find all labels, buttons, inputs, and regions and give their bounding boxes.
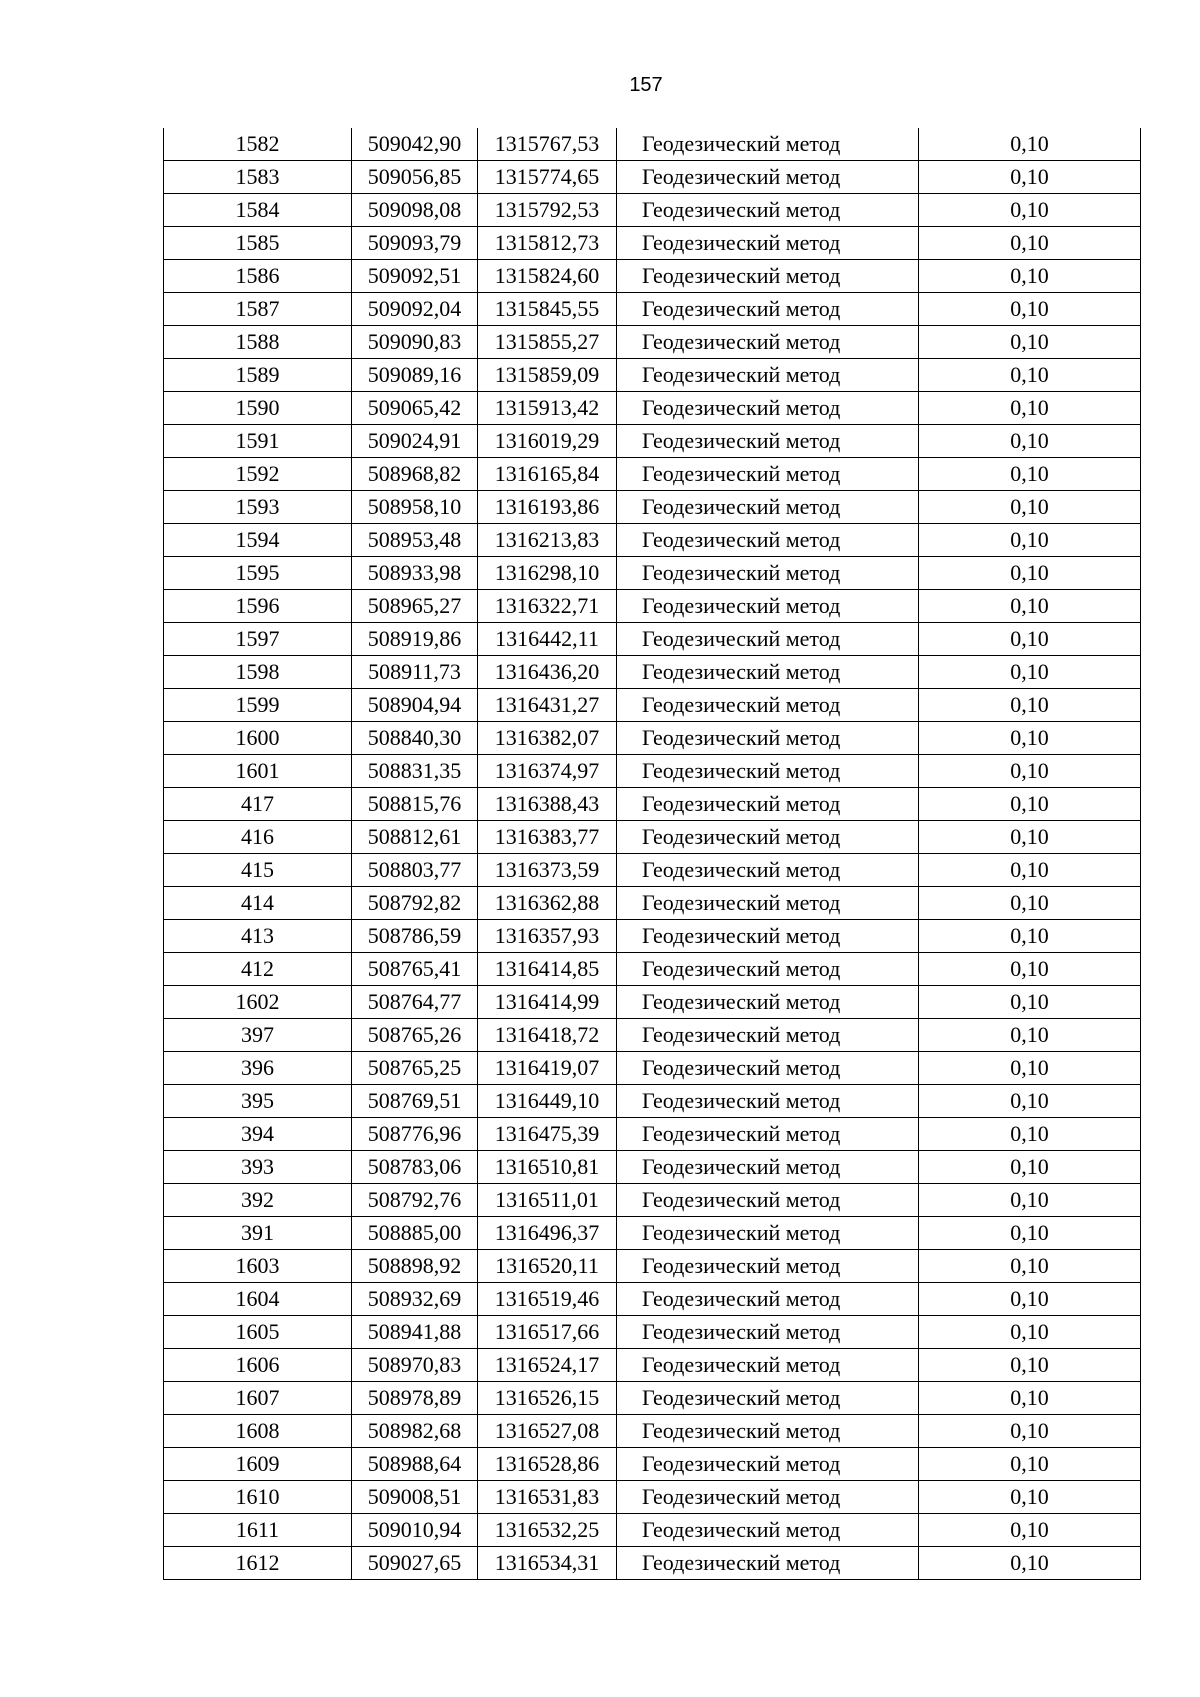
accuracy-cell: 0,10 [919, 128, 1141, 161]
y-coordinate-cell: 1316383,77 [478, 821, 617, 854]
accuracy-cell: 0,10 [919, 887, 1141, 920]
x-coordinate-cell: 508783,06 [352, 1151, 478, 1184]
y-coordinate-cell: 1316362,88 [478, 887, 617, 920]
x-coordinate-cell: 509093,79 [352, 227, 478, 260]
table-row [164, 194, 1141, 227]
accuracy-cell: 0,10 [919, 1250, 1141, 1283]
y-coordinate-cell: 1316449,10 [478, 1085, 617, 1118]
point-number-cell: 413 [164, 920, 352, 953]
method-cell: Геодезический метод [617, 623, 919, 656]
accuracy-cell: 0,10 [919, 1283, 1141, 1316]
table-row [164, 524, 1141, 557]
table-row [164, 1349, 1141, 1382]
method-cell: Геодезический метод [617, 1514, 919, 1547]
y-coordinate-cell: 1316532,25 [478, 1514, 617, 1547]
x-coordinate-cell: 508831,35 [352, 755, 478, 788]
method-cell: Геодезический метод [617, 1415, 919, 1448]
method-cell: Геодезический метод [617, 1250, 919, 1283]
point-number-cell: 412 [164, 953, 352, 986]
x-coordinate-cell: 508765,41 [352, 953, 478, 986]
y-coordinate-cell: 1316019,29 [478, 425, 617, 458]
accuracy-cell: 0,10 [919, 524, 1141, 557]
table-row [164, 425, 1141, 458]
method-cell: Геодезический метод [617, 1547, 919, 1580]
y-coordinate-cell: 1316388,43 [478, 788, 617, 821]
accuracy-cell: 0,10 [919, 854, 1141, 887]
x-coordinate-cell: 508792,76 [352, 1184, 478, 1217]
point-number-cell: 1605 [164, 1316, 352, 1349]
accuracy-cell: 0,10 [919, 1415, 1141, 1448]
x-coordinate-cell: 508978,89 [352, 1382, 478, 1415]
x-coordinate-cell: 508792,82 [352, 887, 478, 920]
point-number-cell: 392 [164, 1184, 352, 1217]
table-row [164, 1514, 1141, 1547]
method-cell: Геодезический метод [617, 524, 919, 557]
accuracy-cell: 0,10 [919, 722, 1141, 755]
method-cell: Геодезический метод [617, 260, 919, 293]
method-cell: Геодезический метод [617, 1184, 919, 1217]
table-row [164, 1151, 1141, 1184]
table-row [164, 293, 1141, 326]
method-cell: Геодезический метод [617, 326, 919, 359]
y-coordinate-cell: 1315792,53 [478, 194, 617, 227]
y-coordinate-cell: 1316374,97 [478, 755, 617, 788]
table-row [164, 656, 1141, 689]
point-number-cell: 1594 [164, 524, 352, 557]
table-row [164, 854, 1141, 887]
x-coordinate-cell: 509010,94 [352, 1514, 478, 1547]
point-number-cell: 416 [164, 821, 352, 854]
x-coordinate-cell: 508933,98 [352, 557, 478, 590]
method-cell: Геодезический метод [617, 722, 919, 755]
y-coordinate-cell: 1315913,42 [478, 392, 617, 425]
accuracy-cell: 0,10 [919, 1349, 1141, 1382]
point-number-cell: 1600 [164, 722, 352, 755]
y-coordinate-cell: 1315855,27 [478, 326, 617, 359]
accuracy-cell: 0,10 [919, 557, 1141, 590]
y-coordinate-cell: 1316520,11 [478, 1250, 617, 1283]
method-cell: Геодезический метод [617, 1019, 919, 1052]
table-row [164, 722, 1141, 755]
x-coordinate-cell: 508765,25 [352, 1052, 478, 1085]
accuracy-cell: 0,10 [919, 986, 1141, 1019]
table-row [164, 1415, 1141, 1448]
x-coordinate-cell: 508953,48 [352, 524, 478, 557]
point-number-cell: 1587 [164, 293, 352, 326]
page-number: 157 [629, 74, 663, 96]
table-row [164, 1184, 1141, 1217]
accuracy-cell: 0,10 [919, 326, 1141, 359]
x-coordinate-cell: 508776,96 [352, 1118, 478, 1151]
point-number-cell: 1602 [164, 986, 352, 1019]
point-number-cell: 1604 [164, 1283, 352, 1316]
y-coordinate-cell: 1316193,86 [478, 491, 617, 524]
point-number-cell: 1599 [164, 689, 352, 722]
table-row [164, 326, 1141, 359]
method-cell: Геодезический метод [617, 458, 919, 491]
x-coordinate-cell: 508764,77 [352, 986, 478, 1019]
table-row [164, 1250, 1141, 1283]
method-cell: Геодезический метод [617, 953, 919, 986]
x-coordinate-cell: 508958,10 [352, 491, 478, 524]
table-row [164, 1217, 1141, 1250]
accuracy-cell: 0,10 [919, 755, 1141, 788]
table-row [164, 623, 1141, 656]
point-number-cell: 1582 [164, 128, 352, 161]
y-coordinate-cell: 1315767,53 [478, 128, 617, 161]
x-coordinate-cell: 509092,51 [352, 260, 478, 293]
method-cell: Геодезический метод [617, 755, 919, 788]
method-cell: Геодезический метод [617, 392, 919, 425]
point-number-cell: 391 [164, 1217, 352, 1250]
y-coordinate-cell: 1316357,93 [478, 920, 617, 953]
accuracy-cell: 0,10 [919, 623, 1141, 656]
point-number-cell: 1585 [164, 227, 352, 260]
method-cell: Геодезический метод [617, 1283, 919, 1316]
point-number-cell: 1588 [164, 326, 352, 359]
y-coordinate-cell: 1316475,39 [478, 1118, 617, 1151]
method-cell: Геодезический метод [617, 590, 919, 623]
point-number-cell: 393 [164, 1151, 352, 1184]
y-coordinate-cell: 1316431,27 [478, 689, 617, 722]
point-number-cell: 1584 [164, 194, 352, 227]
table-row [164, 1118, 1141, 1151]
point-number-cell: 396 [164, 1052, 352, 1085]
table-row [164, 227, 1141, 260]
point-number-cell: 1607 [164, 1382, 352, 1415]
accuracy-cell: 0,10 [919, 194, 1141, 227]
x-coordinate-cell: 508885,00 [352, 1217, 478, 1250]
point-number-cell: 1598 [164, 656, 352, 689]
table-row [164, 359, 1141, 392]
point-number-cell: 1611 [164, 1514, 352, 1547]
accuracy-cell: 0,10 [919, 1316, 1141, 1349]
accuracy-cell: 0,10 [919, 161, 1141, 194]
point-number-cell: 1606 [164, 1349, 352, 1382]
accuracy-cell: 0,10 [919, 656, 1141, 689]
point-number-cell: 397 [164, 1019, 352, 1052]
method-cell: Геодезический метод [617, 1085, 919, 1118]
table-row [164, 1316, 1141, 1349]
accuracy-cell: 0,10 [919, 1052, 1141, 1085]
table-row [164, 260, 1141, 293]
y-coordinate-cell: 1315812,73 [478, 227, 617, 260]
table-row [164, 557, 1141, 590]
accuracy-cell: 0,10 [919, 227, 1141, 260]
y-coordinate-cell: 1316298,10 [478, 557, 617, 590]
accuracy-cell: 0,10 [919, 1382, 1141, 1415]
method-cell: Геодезический метод [617, 194, 919, 227]
y-coordinate-cell: 1316414,99 [478, 986, 617, 1019]
method-cell: Геодезический метод [617, 1382, 919, 1415]
point-number-cell: 1593 [164, 491, 352, 524]
y-coordinate-cell: 1316531,83 [478, 1481, 617, 1514]
point-number-cell: 1591 [164, 425, 352, 458]
point-number-cell: 394 [164, 1118, 352, 1151]
accuracy-cell: 0,10 [919, 1184, 1141, 1217]
y-coordinate-cell: 1316527,08 [478, 1415, 617, 1448]
table-row [164, 821, 1141, 854]
accuracy-cell: 0,10 [919, 1217, 1141, 1250]
table-row [164, 590, 1141, 623]
method-cell: Геодезический метод [617, 227, 919, 260]
y-coordinate-cell: 1315845,55 [478, 293, 617, 326]
point-number-cell: 414 [164, 887, 352, 920]
method-cell: Геодезический метод [617, 854, 919, 887]
x-coordinate-cell: 508970,83 [352, 1349, 478, 1382]
accuracy-cell: 0,10 [919, 821, 1141, 854]
method-cell: Геодезический метод [617, 887, 919, 920]
point-number-cell: 1601 [164, 755, 352, 788]
point-number-cell: 1608 [164, 1415, 352, 1448]
method-cell: Геодезический метод [617, 425, 919, 458]
point-number-cell: 1596 [164, 590, 352, 623]
x-coordinate-cell: 508769,51 [352, 1085, 478, 1118]
accuracy-cell: 0,10 [919, 1514, 1141, 1547]
accuracy-cell: 0,10 [919, 788, 1141, 821]
method-cell: Геодезический метод [617, 1217, 919, 1250]
y-coordinate-cell: 1316213,83 [478, 524, 617, 557]
table-row [164, 755, 1141, 788]
x-coordinate-cell: 509089,16 [352, 359, 478, 392]
x-coordinate-cell: 508786,59 [352, 920, 478, 953]
y-coordinate-cell: 1316165,84 [478, 458, 617, 491]
y-coordinate-cell: 1316524,17 [478, 1349, 617, 1382]
x-coordinate-cell: 508911,73 [352, 656, 478, 689]
x-coordinate-cell: 509024,91 [352, 425, 478, 458]
table-row [164, 392, 1141, 425]
y-coordinate-cell: 1316436,20 [478, 656, 617, 689]
accuracy-cell: 0,10 [919, 1085, 1141, 1118]
x-coordinate-cell: 509008,51 [352, 1481, 478, 1514]
table-row [164, 491, 1141, 524]
point-number-cell: 1590 [164, 392, 352, 425]
y-coordinate-cell: 1316517,66 [478, 1316, 617, 1349]
x-coordinate-cell: 508898,92 [352, 1250, 478, 1283]
accuracy-cell: 0,10 [919, 1151, 1141, 1184]
table-row [164, 1085, 1141, 1118]
y-coordinate-cell: 1316528,86 [478, 1448, 617, 1481]
y-coordinate-cell: 1316496,37 [478, 1217, 617, 1250]
table-row [164, 1481, 1141, 1514]
point-number-cell: 1612 [164, 1547, 352, 1580]
y-coordinate-cell: 1316382,07 [478, 722, 617, 755]
table-row [164, 161, 1141, 194]
table-row [164, 128, 1141, 161]
point-number-cell: 395 [164, 1085, 352, 1118]
x-coordinate-cell: 508803,77 [352, 854, 478, 887]
method-cell: Геодезический метод [617, 557, 919, 590]
accuracy-cell: 0,10 [919, 491, 1141, 524]
accuracy-cell: 0,10 [919, 458, 1141, 491]
table-row [164, 1052, 1141, 1085]
table-row [164, 920, 1141, 953]
method-cell: Геодезический метод [617, 821, 919, 854]
point-number-cell: 1597 [164, 623, 352, 656]
method-cell: Геодезический метод [617, 1349, 919, 1382]
y-coordinate-cell: 1316414,85 [478, 953, 617, 986]
table-row [164, 458, 1141, 491]
accuracy-cell: 0,10 [919, 1118, 1141, 1151]
table-row [164, 986, 1141, 1019]
coordinates-table-body [164, 128, 1141, 1580]
x-coordinate-cell: 509056,85 [352, 161, 478, 194]
accuracy-cell: 0,10 [919, 293, 1141, 326]
point-number-cell: 1595 [164, 557, 352, 590]
accuracy-cell: 0,10 [919, 590, 1141, 623]
x-coordinate-cell: 508932,69 [352, 1283, 478, 1316]
accuracy-cell: 0,10 [919, 1481, 1141, 1514]
x-coordinate-cell: 509098,08 [352, 194, 478, 227]
accuracy-cell: 0,10 [919, 1019, 1141, 1052]
method-cell: Геодезический метод [617, 1151, 919, 1184]
x-coordinate-cell: 508968,82 [352, 458, 478, 491]
accuracy-cell: 0,10 [919, 425, 1141, 458]
x-coordinate-cell: 509027,65 [352, 1547, 478, 1580]
table-row [164, 953, 1141, 986]
method-cell: Геодезический метод [617, 1316, 919, 1349]
x-coordinate-cell: 508982,68 [352, 1415, 478, 1448]
method-cell: Геодезический метод [617, 1118, 919, 1151]
accuracy-cell: 0,10 [919, 1448, 1141, 1481]
y-coordinate-cell: 1316526,15 [478, 1382, 617, 1415]
method-cell: Геодезический метод [617, 1481, 919, 1514]
y-coordinate-cell: 1316511,01 [478, 1184, 617, 1217]
x-coordinate-cell: 509042,90 [352, 128, 478, 161]
method-cell: Геодезический метод [617, 161, 919, 194]
table-row [164, 1448, 1141, 1481]
point-number-cell: 1589 [164, 359, 352, 392]
x-coordinate-cell: 509090,83 [352, 326, 478, 359]
accuracy-cell: 0,10 [919, 359, 1141, 392]
y-coordinate-cell: 1316419,07 [478, 1052, 617, 1085]
point-number-cell: 1610 [164, 1481, 352, 1514]
y-coordinate-cell: 1316534,31 [478, 1547, 617, 1580]
table-row [164, 788, 1141, 821]
y-coordinate-cell: 1315824,60 [478, 260, 617, 293]
y-coordinate-cell: 1316442,11 [478, 623, 617, 656]
method-cell: Геодезический метод [617, 491, 919, 524]
method-cell: Геодезический метод [617, 128, 919, 161]
x-coordinate-cell: 508812,61 [352, 821, 478, 854]
y-coordinate-cell: 1316373,59 [478, 854, 617, 887]
y-coordinate-cell: 1316418,72 [478, 1019, 617, 1052]
method-cell: Геодезический метод [617, 689, 919, 722]
point-number-cell: 1583 [164, 161, 352, 194]
table-row [164, 689, 1141, 722]
point-number-cell: 1592 [164, 458, 352, 491]
table-row [164, 1547, 1141, 1580]
x-coordinate-cell: 508965,27 [352, 590, 478, 623]
y-coordinate-cell: 1316510,81 [478, 1151, 617, 1184]
method-cell: Геодезический метод [617, 293, 919, 326]
accuracy-cell: 0,10 [919, 260, 1141, 293]
y-coordinate-cell: 1315859,09 [478, 359, 617, 392]
method-cell: Геодезический метод [617, 656, 919, 689]
accuracy-cell: 0,10 [919, 1547, 1141, 1580]
x-coordinate-cell: 508815,76 [352, 788, 478, 821]
y-coordinate-cell: 1315774,65 [478, 161, 617, 194]
x-coordinate-cell: 508765,26 [352, 1019, 478, 1052]
table-row [164, 1382, 1141, 1415]
coordinates-table [163, 128, 1141, 1580]
x-coordinate-cell: 509092,04 [352, 293, 478, 326]
point-number-cell: 417 [164, 788, 352, 821]
point-number-cell: 415 [164, 854, 352, 887]
accuracy-cell: 0,10 [919, 392, 1141, 425]
method-cell: Геодезический метод [617, 1448, 919, 1481]
table-row [164, 887, 1141, 920]
table-row [164, 1019, 1141, 1052]
point-number-cell: 1609 [164, 1448, 352, 1481]
method-cell: Геодезический метод [617, 1052, 919, 1085]
accuracy-cell: 0,10 [919, 689, 1141, 722]
method-cell: Геодезический метод [617, 986, 919, 1019]
x-coordinate-cell: 508919,86 [352, 623, 478, 656]
accuracy-cell: 0,10 [919, 920, 1141, 953]
x-coordinate-cell: 508840,30 [352, 722, 478, 755]
method-cell: Геодезический метод [617, 920, 919, 953]
x-coordinate-cell: 508904,94 [352, 689, 478, 722]
point-number-cell: 1603 [164, 1250, 352, 1283]
accuracy-cell: 0,10 [919, 953, 1141, 986]
method-cell: Геодезический метод [617, 788, 919, 821]
x-coordinate-cell: 509065,42 [352, 392, 478, 425]
y-coordinate-cell: 1316322,71 [478, 590, 617, 623]
y-coordinate-cell: 1316519,46 [478, 1283, 617, 1316]
point-number-cell: 1586 [164, 260, 352, 293]
table-row [164, 1283, 1141, 1316]
x-coordinate-cell: 508988,64 [352, 1448, 478, 1481]
x-coordinate-cell: 508941,88 [352, 1316, 478, 1349]
method-cell: Геодезический метод [617, 359, 919, 392]
